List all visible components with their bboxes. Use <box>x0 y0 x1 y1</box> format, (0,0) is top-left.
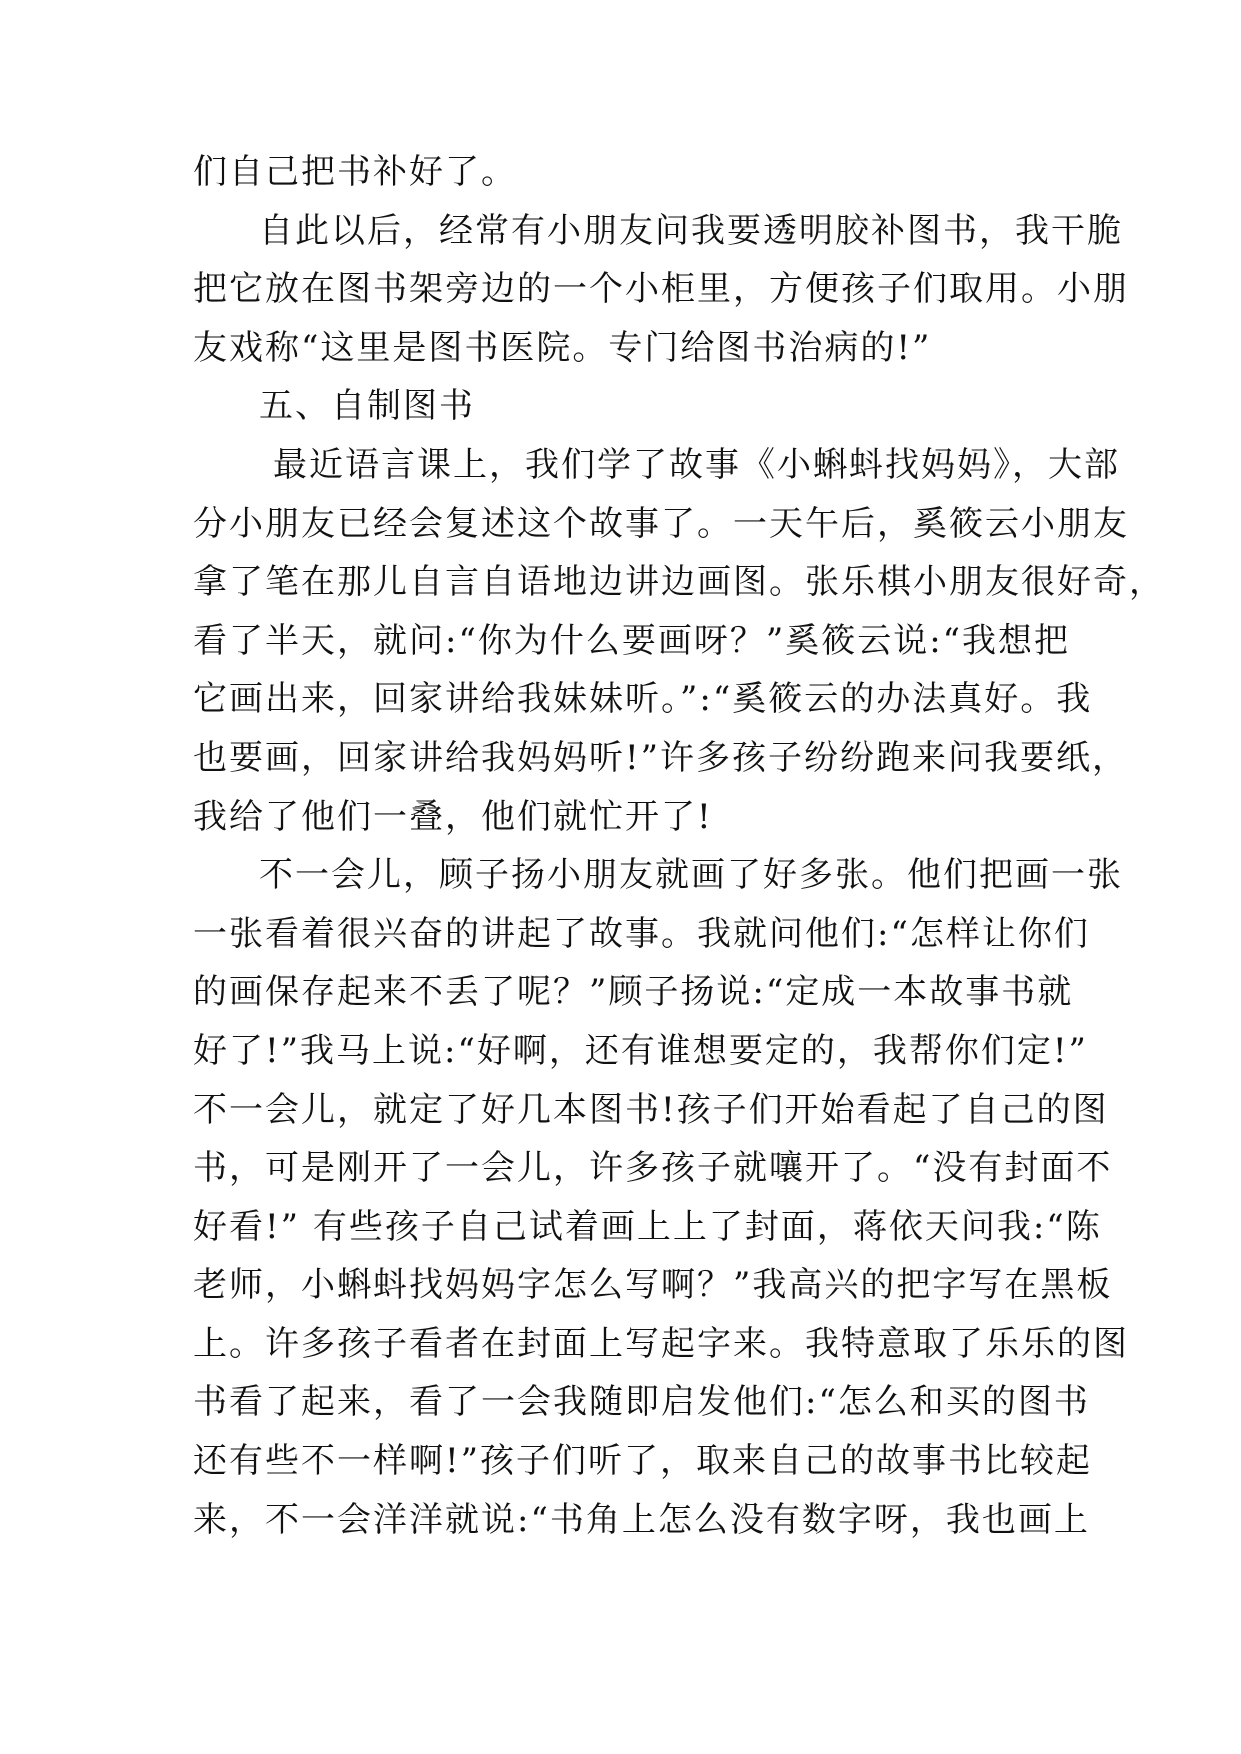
text-line: 它画出来，回家讲给我妹妹听。”:“奚筱云的办法真好。我 <box>193 679 1093 720</box>
text-line: 来，不一会洋洋就说:“书角上怎么没有数字呀，我也画上 <box>193 1499 1090 1540</box>
text-line: 们自己把书补好了。 <box>193 152 517 192</box>
text-line: 把它放在图书架旁边的一个小柜里，方便孩子们取用。小朋 <box>193 269 1129 310</box>
text-line: 老师，小蝌蚪找妈妈字怎么写啊？”我高兴的把字写在黑板 <box>193 1265 1113 1306</box>
section-heading: 五、自制图书 <box>259 386 475 427</box>
text-line: 不一会儿，就定了好几本图书!孩子们开始看起了自己的图 <box>193 1089 1109 1130</box>
text-line: 还有些不一样啊!”孩子们听了，取来自己的故事书比较起 <box>193 1441 1093 1482</box>
text-line: 拿了笔在那儿自言自语地边讲边画图。张乐棋小朋友很好奇， <box>193 562 1165 603</box>
text-line: 我给了他们一叠，他们就忙开了! <box>193 796 713 837</box>
text-line: 的画保存起来不丢了呢？”顾子扬说:“定成一本故事书就 <box>193 972 1074 1013</box>
document-body <box>193 143 1165 1549</box>
text-line: 最近语言课上，我们学了故事《小蝌蚪找妈妈》，大部 <box>273 444 1120 485</box>
text-line: 书看了起来，看了一会我随即启发他们:“怎么和买的图书 <box>193 1382 1090 1423</box>
text-line: 不一会儿，顾子扬小朋友就画了好多张。他们把画一张 <box>259 855 1123 896</box>
text-line: 也要画，回家讲给我妈妈听!”许多孩子纷纷跑来问我要纸， <box>193 737 1129 778</box>
text-line: 书，可是刚开了一会儿，许多孩子就嚷开了。“没有封面不 <box>193 1148 1113 1189</box>
text-line: 分小朋友已经会复述这个故事了。一天午后，奚筱云小朋友 <box>193 503 1129 544</box>
text-line: 好看!” 有些孩子自己试着画上上了封面，蒋依天问我:“陈 <box>193 1206 1102 1247</box>
text-line: 好了!”我马上说:“好啊，还有谁想要定的，我帮你们定!” <box>193 1030 1088 1071</box>
text-line: 自此以后，经常有小朋友问我要透明胶补图书，我干脆 <box>259 210 1123 251</box>
text-line: 看了半天，就问:“你为什么要画呀？”奚筱云说:“我想把 <box>193 620 1071 661</box>
text-line: 一张看着很兴奋的讲起了故事。我就问他们:“怎样让你们 <box>193 913 1090 954</box>
text-line: 友戏称“这里是图书医院。专门给图书治病的!” <box>193 327 932 368</box>
text-line: 上。许多孩子看者在封面上写起字来。我特意取了乐乐的图 <box>193 1323 1129 1364</box>
